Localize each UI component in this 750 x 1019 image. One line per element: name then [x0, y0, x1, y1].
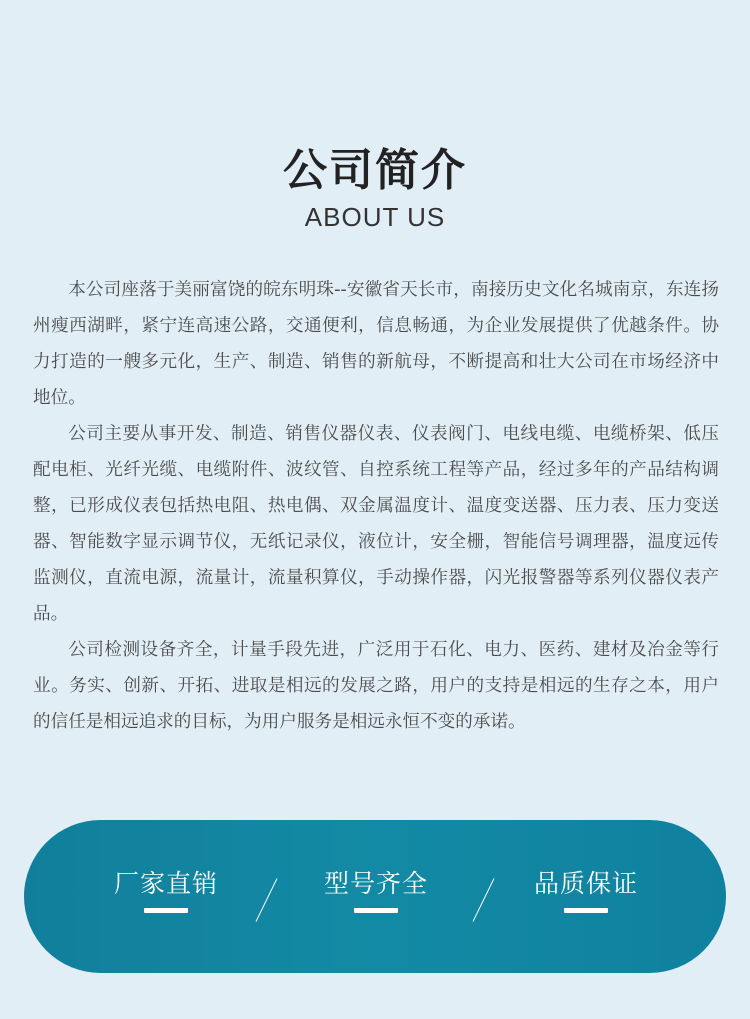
- feature-underline: [354, 908, 398, 913]
- about-paragraph: 本公司座落于美丽富饶的皖东明珠--安徽省天长市，南接历史文化名城南京，东连扬州瘦西湖畔，紧宁连高速公路，交通便利，信息畅通，为企业发展提供了优越条件。协力打造的一艘多元化，生产、制造、销售的新航母，不断提高和壮大公司在市场经济中地位。: [33, 280, 719, 408]
- page-title: 公司简介: [283, 145, 467, 196]
- feature-direct-sales: 厂家直销: [113, 869, 218, 898]
- divider-slash: [473, 878, 495, 922]
- divider-slash: [256, 878, 278, 922]
- about-text: [33, 272, 719, 740]
- feature-underline: [144, 908, 188, 913]
- page-subtitle: ABOUT US: [304, 202, 446, 232]
- feature-underline: [564, 908, 608, 913]
- features-banner: [24, 820, 726, 973]
- about-paragraph: 公司检测设备齐全，计量手段先进，广泛用于石化、电力、医药、建材及冶金等行业。务实、创新、开拓、进取是相远的发展之路，用户的支持是相远的生存之本，用户的信任是相远追求的目标，为用户服务是相远永恒不变的承诺。: [33, 640, 719, 732]
- feature-full-models: 型号齐全: [323, 869, 428, 898]
- about-paragraph: 公司主要从事开发、制造、销售仪器仪表、仪表阀门、电线电缆、电缆桥架、低压配电柜、光纤光缆、电缆附件、波纹管、自控系统工程等产品，经过多年的产品结构调整，已形成仪表包括热电阻、热电偶、双金属温度计、温度变送器、压力表、压力变送器、智能数字显示调节仪，无纸记录仪，液位计，安全栅，智能信号调理器，温度远传监测仪，直流电源，流量计，流量积算仪，手动操作器，闪光报警器等系列仪器仪表产品。: [33, 424, 719, 624]
- feature-quality-assurance: 品质保证: [533, 869, 638, 898]
